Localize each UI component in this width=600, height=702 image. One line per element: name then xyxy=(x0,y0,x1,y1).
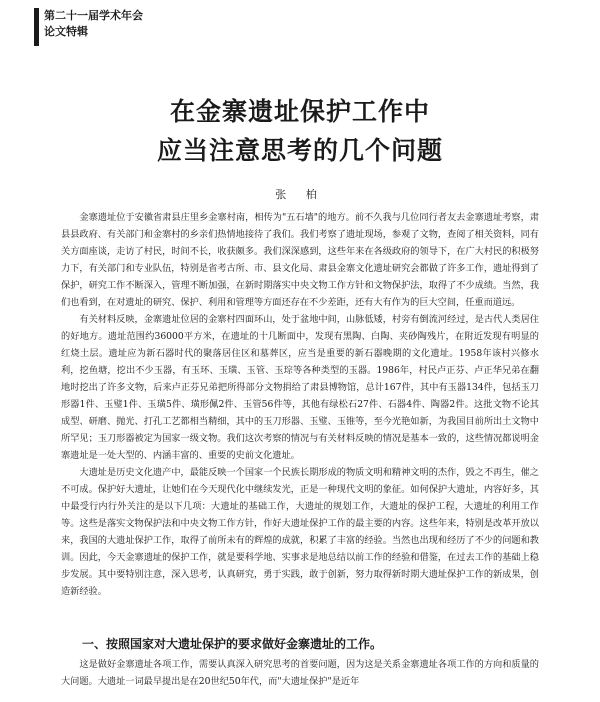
column-label: 论文特辑 xyxy=(44,25,88,38)
paragraph-1: 金寨遗址位于安徽省肃县庄里乡金寨村南，相传为"五石墙"的地方。前不久我与几位同行者友去金寨遗址考察，肃县县政府、有关部门和金寨村的乡亲们热情地接待了我们。我们考察了遗址现场，参观了文物，查阅了相关资料，同有关方面座谈，走访了村民，时间不长，收获颇多。我们深深感到，这些年来在各级政府的领导下，在广大村民的积极努力下，有关部门和专业队伍，特别是省考古所、市、县文化局、肃县金寨文化遗址研究会都做了许多工作，遗址得到了保护，研究工作不断深入，管理不断加强，在新时期落实中央文物工作方针和文物保护法，取得了不少成绩。当然，我们也看到，在对遗址的研究、保护、利用和管理等方面还存在不少差距，还有大有作为的巨大空间，任重而道远。 xyxy=(61,212,539,308)
section-paragraph: 这是做好金寨遗址各项工作，需要认真深入研究思考的首要问题，因为这是关系金寨遗址各项工作的方向和质量的大问题。大遗址一词最早提出是在20世纪50年代，而"大遗址保护"是近年 xyxy=(61,659,539,687)
section-body xyxy=(61,656,539,690)
journal-line: 第二十一届学术年会 xyxy=(44,9,143,22)
article-body xyxy=(61,209,539,600)
title-line-1: 在金寨遗址保护工作中 xyxy=(169,97,430,126)
section-heading: 一、按照国家对大遗址保护的要求做好金寨遗址的工作。 xyxy=(82,637,383,651)
paragraph-2: 有关材料反映，金寨遗址位居的金寨村四面环山，处于盆地中间，山脉低矮，村旁有倒流河经过，是古代人类居住的好地方。遗址范围约36000平方米，在遗址的十几断面中，发现有黑陶、白陶、夹砂陶残片，在附近发现有明显的红烧土层。遗址应为新石器时代的聚落居住区和墓葬区，应当是重要的新石器晚期的文化遗址。1958年该村兴修水利，挖鱼塘，挖出不少玉器，有玉环、玉璜、玉管、玉琮等各种类型的玉器。1986年，村民卢正芬、卢正华兄弟在翻地时挖出了许多文物，后来卢正芬兄弟把所得部分文物捐给了肃县博物馆，总计167件，其中有玉器134件，包括玉刀形器1件、玉璧1件、玉璜5件、璜形佩2件、玉管56件等，其他有绿松石27件、石器4件、陶器2件。这批文物不论其成型、研磨、抛光、打孔工艺都相当精细，其中的玉刀形器、玉璧、玉锥等，至今光艳如新，为我国目前所出土文物中所罕见；玉刀形器被定为国家一级文物。我们这次考察的情况与有关材料反映的情况是基本一致的，这些情况都说明金寨遗址是一处大型的、内涵丰富的、重要的史前文化遗址。 xyxy=(61,314,539,461)
running-header xyxy=(44,8,143,41)
header-bar xyxy=(34,8,39,46)
author: 张 柏 xyxy=(275,188,325,201)
paragraph-3: 大遗址是历史文化遗产中，最能反映一个国家一个民族长期形成的物质文明和精神文明的杰作，毁之不再生，催之不可成。保护好大遗址，让她们在今天现代化中继续发光，正是一种现代文明的象征。如何保护大遗址，内容好多，其中最受行内行外关注的是以下几项：大遗址的基础工作，大遗址的规划工作，大遗址的保护工程，大遗址的利用工作等。这些是落实文物保护法和中央文物工作方针，作好大遗址保护工作的最主要的内容。这些年来，特别是改革开放以来，我国的大遗址保护工作，取得了前所未有的辉煌的成就，积累了丰富的经验。当然也出现和经历了不少的问题和教训。因此，今天金寨遗址的保护工作，就是要科学地、实事求是地总结以前工作的经验和借鉴，在过去工作的基础上稳步发展。其中要特别注意，深入思考，认真研究，勇于实践，敢于创新，努力取得新时期大遗址保护工作的新成果，创造新经验。 xyxy=(61,467,539,597)
title-line-2: 应当注意思考的几个问题 xyxy=(156,136,443,165)
